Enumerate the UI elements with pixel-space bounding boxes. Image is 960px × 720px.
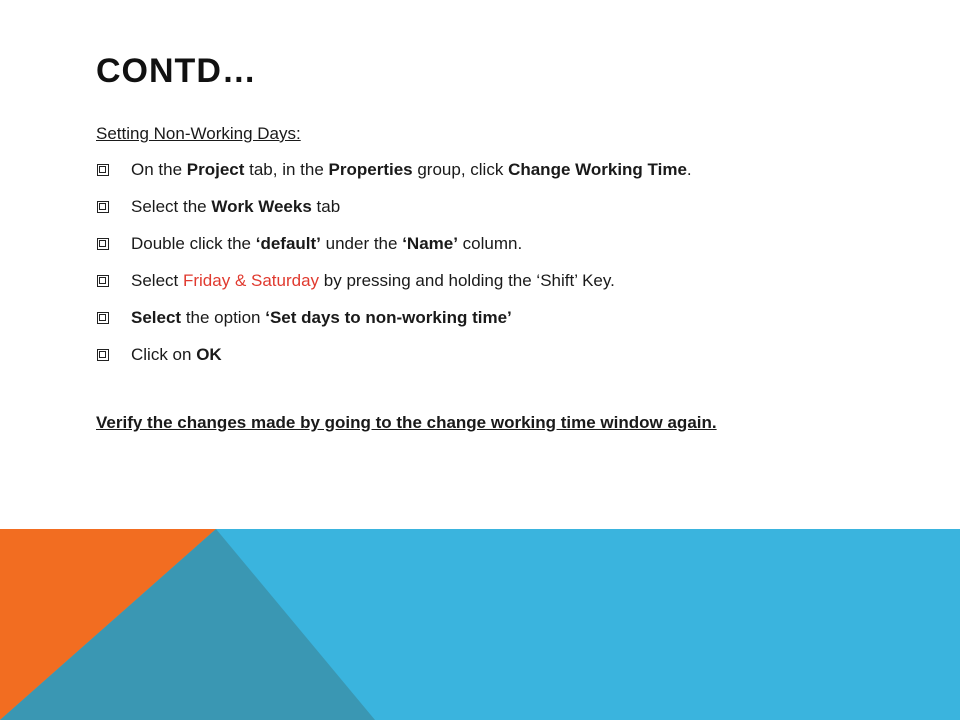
instruction-fragment: ‘Name’ [402, 234, 458, 253]
instruction-fragment: Work Weeks [211, 197, 312, 216]
instruction-text [131, 345, 222, 365]
instruction-fragment: OK [196, 345, 222, 364]
instruction-item [97, 308, 692, 345]
slide-title: CONTD… [96, 52, 257, 90]
checkbox-square-icon [97, 312, 109, 324]
checkbox-square-icon [97, 201, 109, 213]
instruction-fragment: Project [186, 160, 245, 179]
verify-note: Verify the changes made by going to the change working time window again. [96, 413, 717, 432]
instruction-item [97, 345, 692, 382]
instruction-fragment: Select the [131, 197, 212, 216]
instruction-fragment: Properties [328, 160, 413, 179]
slide-subtitle: Setting Non-Working Days: [96, 124, 301, 143]
instruction-fragment: . [686, 160, 692, 179]
checkbox-square-icon [97, 275, 109, 287]
instruction-fragment: Select [131, 271, 183, 290]
checkbox-square-icon [97, 164, 109, 176]
instruction-fragment: On the [131, 160, 187, 179]
instruction-fragment: tab, in the [244, 160, 329, 179]
instruction-text [131, 308, 512, 328]
instruction-fragment: Select [131, 308, 182, 327]
instruction-item [97, 160, 692, 197]
instruction-fragment: by pressing and holding the ‘Shift’ Key. [319, 271, 615, 290]
instruction-fragment: Double click the [131, 234, 256, 253]
instruction-list [97, 160, 692, 382]
instruction-fragment: Friday & Saturday [182, 271, 320, 290]
instruction-text [131, 271, 615, 291]
instruction-fragment: ‘default’ [255, 234, 321, 253]
instruction-fragment: the option [181, 308, 266, 327]
instruction-item [97, 197, 692, 234]
instruction-text [131, 197, 340, 217]
instruction-text [131, 160, 692, 180]
instruction-text [131, 234, 522, 254]
instruction-fragment: group, click [412, 160, 509, 179]
instruction-fragment: Change Working Time [508, 160, 687, 179]
instruction-fragment: tab [311, 197, 341, 216]
checkbox-square-icon [97, 349, 109, 361]
instruction-item [97, 271, 692, 308]
instruction-item [97, 234, 692, 271]
instruction-fragment: under the [320, 234, 403, 253]
decorative-triangles [0, 529, 960, 720]
instruction-fragment: Click on [131, 345, 197, 364]
checkbox-square-icon [97, 238, 109, 250]
instruction-fragment: ‘Set days to non-working time’ [265, 308, 512, 327]
instruction-fragment: column. [457, 234, 523, 253]
